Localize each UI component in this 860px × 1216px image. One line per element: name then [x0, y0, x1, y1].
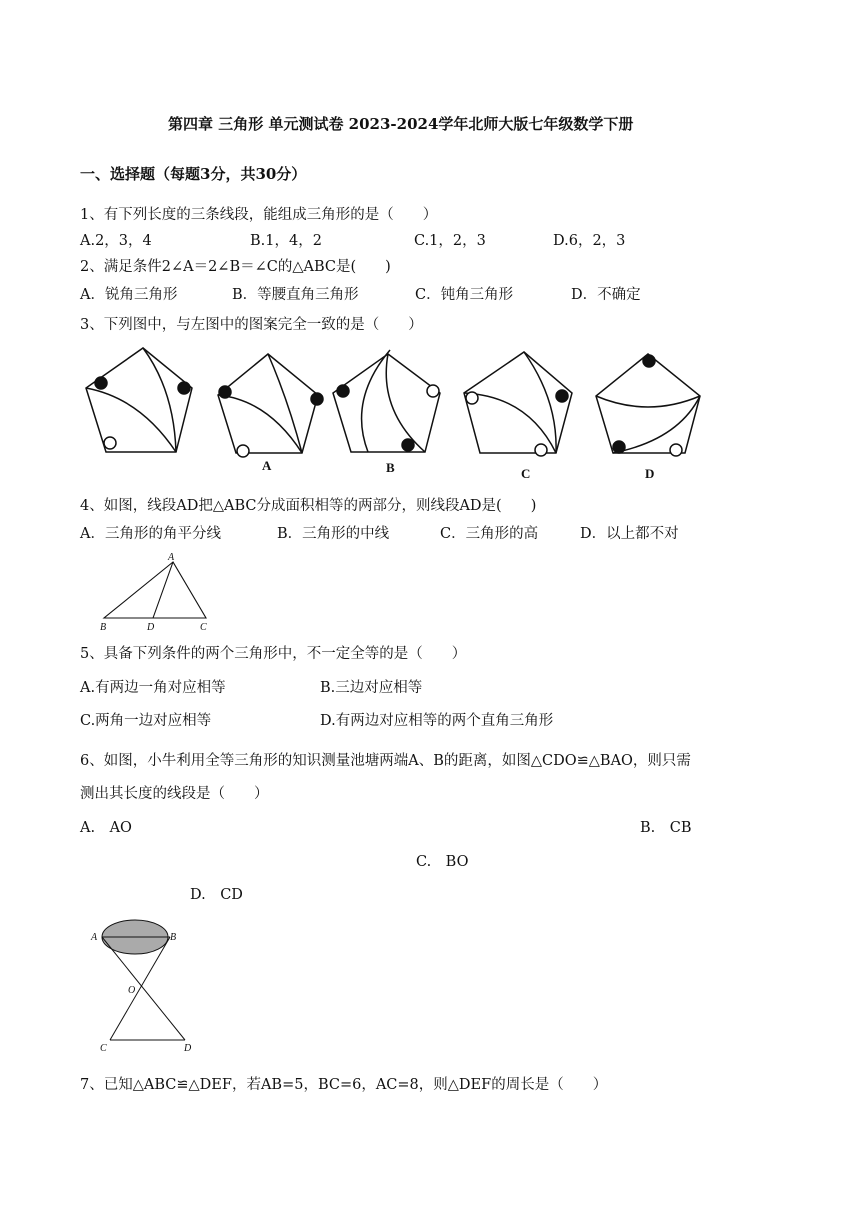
figure-label-d: D — [645, 466, 655, 481]
question-6-option-d: D. CD — [190, 887, 243, 903]
pentagon-original — [86, 348, 192, 452]
page-title: 第四章 三角形 单元测试卷 2023-2024学年北师大版七年级数学下册 — [168, 115, 634, 133]
point-label-c: C — [200, 622, 207, 633]
figure-label-b: B — [386, 460, 395, 475]
question-2-option-a: A．锐角三角形 — [80, 287, 178, 303]
pentagon-c — [464, 352, 572, 456]
question-5-stem: 5、具备下列条件的两个三角形中，不一定全等的是（ ） — [80, 646, 467, 662]
question-2-option-b: B．等腰直角三角形 — [232, 287, 359, 303]
question-4-option-d: D．以上都不对 — [580, 526, 679, 542]
question-6-stem-line1: 6、如图，小牛利用全等三角形的知识测量池塘两端A、B的距离，如图△CDO≌△BAO，则只需 — [80, 753, 691, 769]
question-1-option-b: B.1，4，2 — [250, 233, 322, 249]
question-1-option-d: D.6，2，3 — [553, 233, 626, 249]
figure-label-c: C — [521, 466, 531, 481]
question-1-option-c: C.1，2，3 — [414, 233, 486, 249]
question-4-stem: 4、如图，线段AD把△ABC分成面积相等的两部分，则线段AD是( ) — [80, 498, 537, 514]
question-5-option-a: A.有两边一角对应相等 — [80, 680, 226, 696]
point-label-b: B — [100, 622, 107, 633]
point-label-d: D — [184, 1043, 192, 1054]
question-2-option-c: C．钝角三角形 — [415, 287, 514, 303]
question-4-option-a: A．三角形的角平分线 — [80, 526, 221, 542]
question-6-option-c: C. BO — [416, 854, 469, 870]
question-6-option-b: B. CB — [640, 820, 692, 836]
pentagon-a — [218, 354, 323, 457]
point-label-o: O — [128, 985, 136, 996]
section-heading: 一、选择题（每题3分，共30分） — [80, 165, 307, 183]
question-7-stem: 7、已知△ABC≌△DEF，若AB=5，BC=6，AC=8，则△DEF的周长是（ ） — [80, 1077, 608, 1093]
question-2-option-d: D．不确定 — [571, 287, 641, 303]
question-4-option-b: B．三角形的中线 — [277, 526, 390, 542]
question-1-option-a: A.2，3，4 — [80, 233, 152, 249]
question-3-figure — [78, 340, 718, 485]
point-label-c: C — [100, 1043, 107, 1054]
question-6-option-a: A. AO — [80, 820, 132, 836]
question-5-option-b: B.三边对应相等 — [320, 680, 423, 696]
question-4-option-c: C．三角形的高 — [440, 526, 539, 542]
point-label-a: A — [91, 932, 98, 943]
question-5-option-c: C.两角一边对应相等 — [80, 713, 212, 729]
question-6-stem-line2: 测出其长度的线段是（ ） — [80, 786, 269, 802]
question-6-figure — [88, 916, 208, 1056]
point-label-b: B — [170, 932, 177, 943]
pentagon-d — [596, 354, 700, 456]
point-label-a: A — [168, 552, 175, 563]
pentagon-b — [333, 350, 440, 452]
question-4-figure — [96, 552, 216, 634]
question-2-stem: 2、满足条件2∠A＝2∠B＝∠C的△ABC是( ) — [80, 259, 391, 275]
question-3-stem: 3、下列图中，与左图中的图案完全一致的是（ ） — [80, 317, 423, 333]
question-5-option-d: D.有两边对应相等的两个直角三角形 — [320, 713, 554, 729]
figure-label-a: A — [262, 458, 272, 473]
question-1-stem: 1、有下列长度的三条线段，能组成三角形的是（ ） — [80, 207, 438, 223]
point-label-d: D — [147, 622, 155, 633]
